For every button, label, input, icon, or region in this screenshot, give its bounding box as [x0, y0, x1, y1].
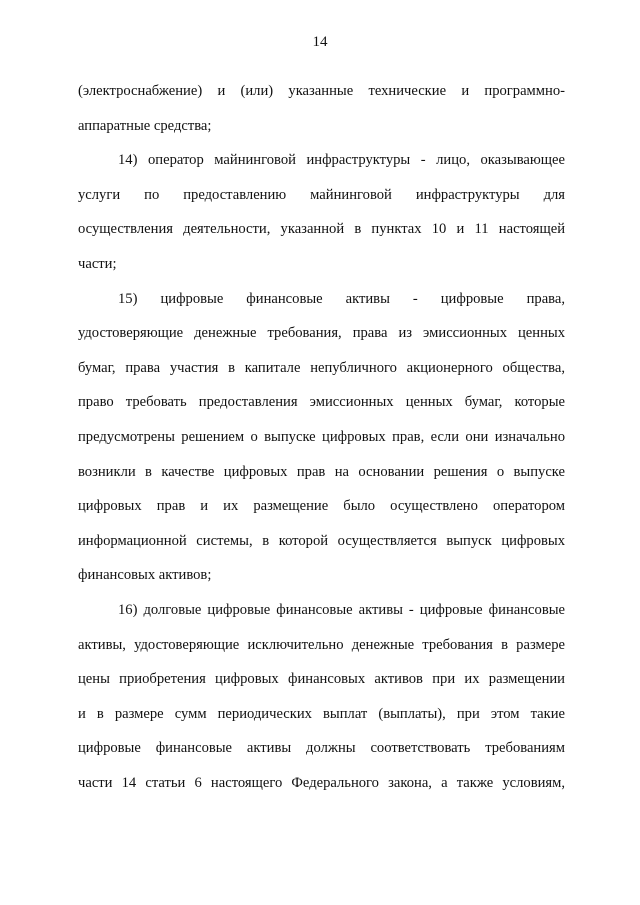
text-line: право требовать предоставления эмиссионных ценных бумаг, которые	[78, 394, 565, 411]
text-line: активы, удостоверяющие исключительно денежные требования в размере	[78, 636, 565, 653]
text-line: 14) оператор майнинговой инфраструктуры - лицо, оказывающее	[118, 152, 565, 169]
text-line: части 14 статьи 6 настоящего Федерального закона, а также условиям,	[78, 774, 565, 791]
text-line: цифровых прав и их размещение было осуществлено оператором	[78, 498, 565, 515]
text-line: цены приобретения цифровых финансовых активов при их размещении	[78, 671, 565, 688]
text-line: бумаг, права участия в капитале непубличного акционерного общества,	[78, 359, 565, 376]
text-line: осуществления деятельности, указанной в пунктах 10 и 11 настоящей	[78, 221, 565, 238]
text-line: возникли в качестве цифровых прав на основании решения о выпуске	[78, 463, 565, 480]
text-line: услуги по предоставлению майнинговой инфраструктуры для	[78, 186, 565, 203]
text-line: аппаратные средства;	[78, 117, 212, 134]
page-number: 14	[312, 34, 328, 50]
document-body	[78, 74, 565, 800]
text-line: удостоверяющие денежные требования, права из эмиссионных ценных	[78, 325, 565, 342]
text-line: финансовых активов;	[78, 567, 212, 584]
text-line: информационной системы, в которой осуществляется выпуск цифровых	[78, 532, 565, 549]
text-line: 15) цифровые финансовые активы - цифровые права,	[118, 290, 565, 307]
text-line: (электроснабжение) и (или) указанные технические и программно-	[78, 83, 565, 99]
text-line: предусмотрены решением о выпуске цифровых прав, если они изначально	[78, 428, 565, 445]
text-line: части;	[78, 255, 117, 272]
text-line: цифровые финансовые активы должны соответствовать требованиям	[78, 740, 565, 757]
text-line: и в размере сумм периодических выплат (выплаты), при этом такие	[78, 705, 565, 722]
text-line: 16) долговые цифровые финансовые активы - цифровые финансовые	[118, 601, 565, 618]
